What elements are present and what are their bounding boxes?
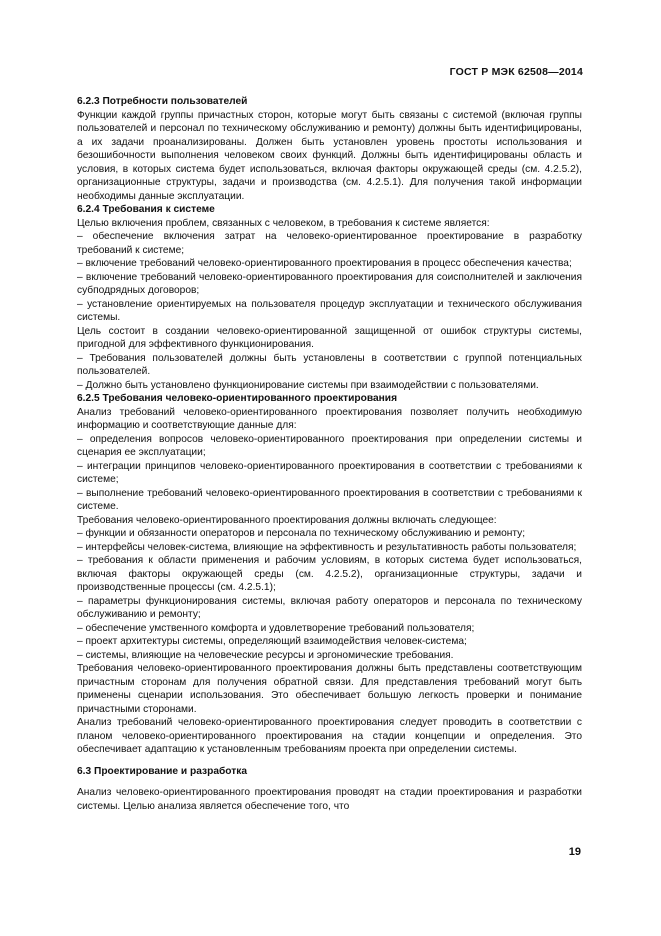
section-heading: 6.2.5 Требования человеко-ориентированного проектирования [77,393,398,404]
paragraph: Анализ требований человеко-ориентированного проектирования позволяет получить необходимую информацию и соответствующие данные для: [77,406,582,431]
spacer [77,778,582,786]
list-item: – проект архитектуры системы, определяющий взаимодействия человек-система; [77,636,467,647]
list-item: – интерфейсы человек-система, влияющие на эффективность и результативность работы пользователя; [77,541,577,553]
section-heading: 6.3 Проектирование и разработка [77,765,248,777]
list-item: – включение требований человеко-ориентированного проектирования в процесс обеспечения качества; [77,258,572,269]
section-heading: 6.2.3 Потребности пользователей [77,96,248,107]
list-item: – функции и обязанности операторов и персонала по техническому обслуживанию и ремонту; [77,528,526,539]
document-body [77,95,582,813]
list-item: – параметры функционирования системы, включая работу операторов и персонала по техническому обслуживанию и ремонту; [77,595,582,620]
paragraph: Цель состоит в создании человеко-ориентированной защищенной от ошибок структуры системы, пригодной для эффективного функционирования. [77,325,582,350]
list-item: – определения вопросов человеко-ориентированного проектирования при определении системы и сценария ее эксплуатации; [77,433,582,458]
spacer [77,757,582,765]
list-item: – интеграции принципов человеко-ориентированного проектирования в соответствии с требованиями к системе; [77,460,582,485]
list-item: – требования к области применения и рабочим условиям, в которых система будет использоваться, включая факторы окружающей среды (см. 4.2.5.2), организационные структуры, задачи и производственные процессы (см. 4.2.5.1); [77,555,582,593]
list-item: – системы, влияющие на человеческие ресурсы и эргономические требования. [77,649,454,661]
paragraph: Целью включения проблем, связанных с человеком, в требования к системе является: [77,217,490,229]
section-heading: 6.2.4 Требования к системе [77,204,215,215]
list-item: – выполнение требований человеко-ориентированного проектирования в соответствии с требованиями к системе. [77,487,582,512]
list-item: – Должно быть установлено функционирование системы при взаимодействии с пользователями. [77,379,539,391]
list-item: – включение требований человеко-ориентированного проектирования для соисполнителей и заключения субподрядных договоров; [77,271,582,296]
document-header: ГОСТ Р МЭК 62508—2014 [449,66,583,78]
paragraph: Требования человеко-ориентированного проектирования должны включать следующее: [77,514,497,526]
list-item: – обеспечение включения затрат на человеко-ориентированное проектирование в разработку требований к системе; [77,231,582,256]
page-number: 19 [568,846,581,858]
paragraph: Анализ требований человеко-ориентированного проектирования следует проводить в соответствии с планом человеко-ориентированного проектирования на стадии концепции и определения. Это обеспечивает адаптацию к установленным требованиям проекта при определении системы. [77,717,582,755]
list-item: – обеспечение умственного комфорта и удовлетворение требований пользователя; [77,622,475,634]
list-item: – установление ориентируемых на пользователя процедур эксплуатации и технического обслуживания системы. [77,298,582,323]
paragraph: Требования человеко-ориентированного проектирования должны быть представлены соответствующим причастным сторонам для получения обратной связи. Для представления требований могут быть применены сценарии использования. Это обеспечивает большую легкость проверки и понимание причастными сторонами. [77,663,582,715]
paragraph: Функции каждой группы причастных сторон, которые могут быть связаны с системой (включая группы пользователей и персонал по техническому обслуживанию и ремонту) должны быть идентифицированы, а их задачи проанализированы. Должен быть установлен уровень простоты использования и безошибочности выполнения человеком своих функций. Должны быть идентифицированы область и условия, в которых система будет использоваться, включая факторы окружающей среды (см. 4.2.5.2), организационные структуры, задачи и производства (см. 4.2.5.1). Для получения такой информации необходимы данные эксплуатации. [77,109,582,202]
paragraph: Анализ человеко-ориентированного проектирования проводят на стадии проектирования и разработки системы. Целью анализа является обеспечение того, что [77,787,582,812]
list-item: – Требования пользователей должны быть установлены в соответствии с группой потенциальных пользователей. [77,352,582,377]
